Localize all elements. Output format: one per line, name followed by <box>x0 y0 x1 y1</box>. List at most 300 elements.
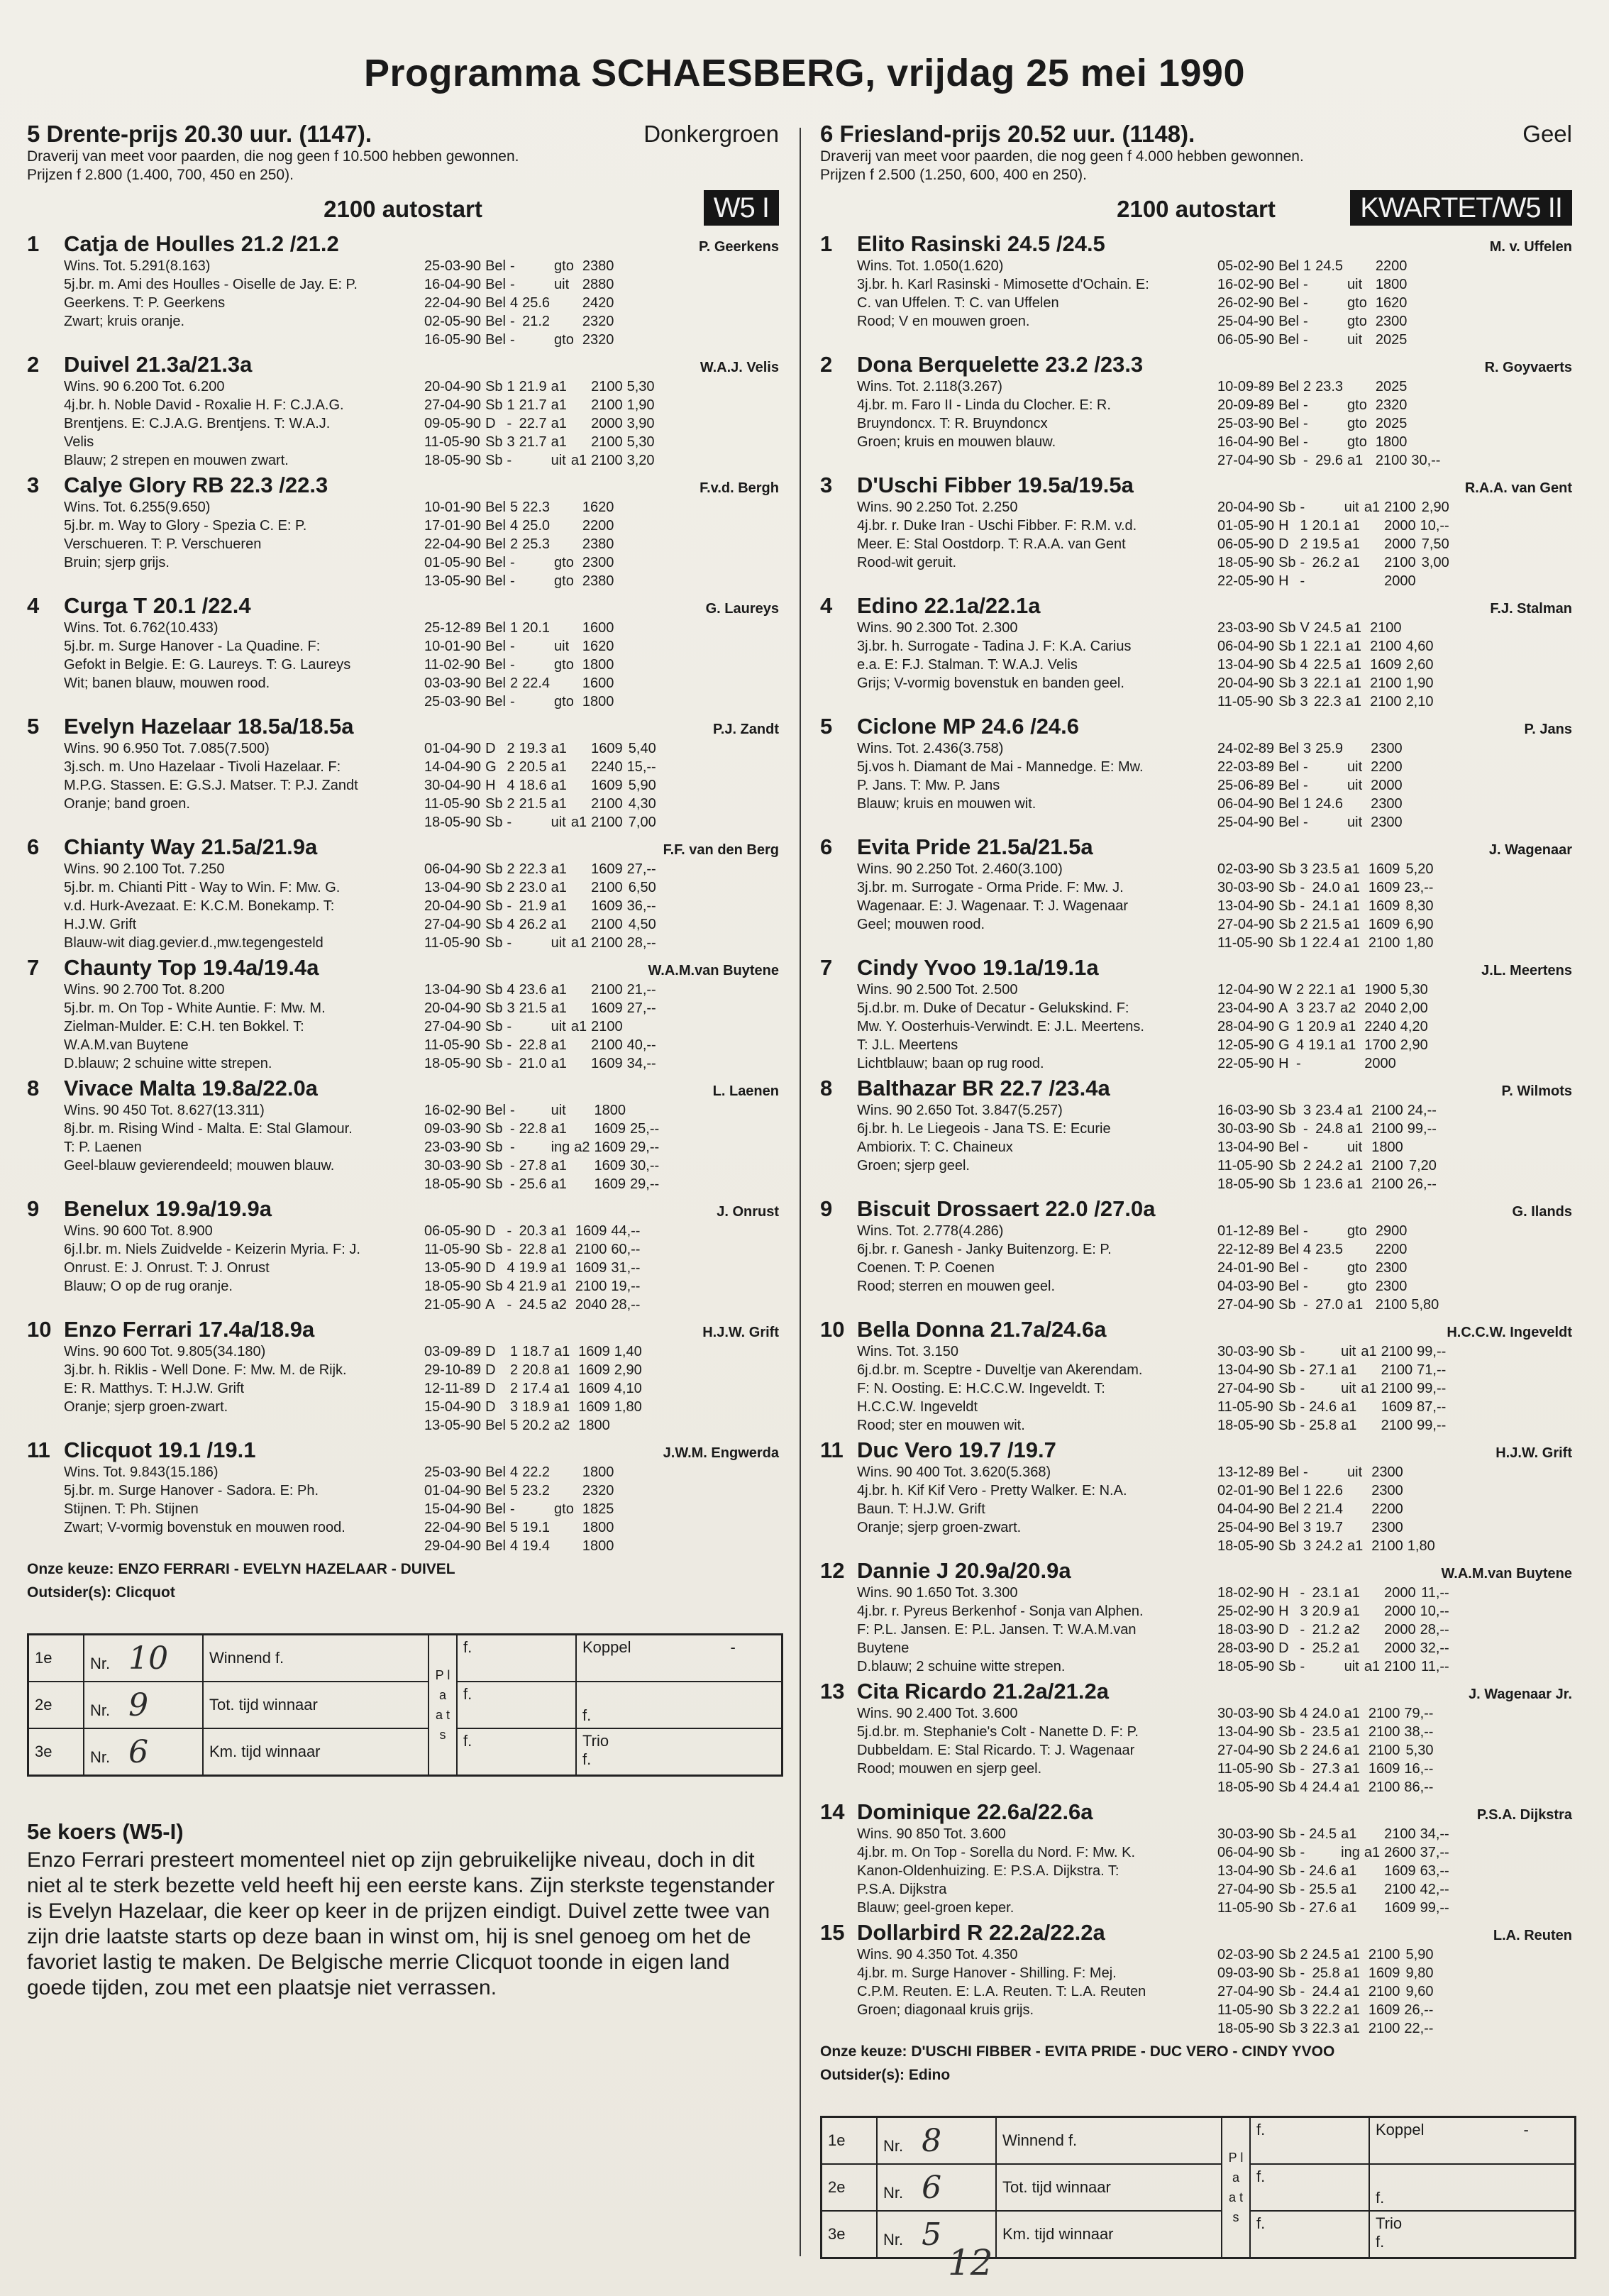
results-table <box>1217 739 1411 832</box>
result-cell: 13-05-90 <box>424 1418 482 1433</box>
horse-info-line: Wins. Tot. 2.436(3.758) <box>857 741 1004 756</box>
result-cell <box>618 498 622 517</box>
result-cell: 2900 <box>1375 1223 1408 1239</box>
results-table <box>424 377 659 470</box>
horse-header <box>27 593 779 619</box>
result-cell: - <box>1303 416 1308 431</box>
result-cell: 2100 <box>591 453 623 468</box>
result-cell: - <box>1300 1863 1305 1879</box>
result-cell: uit <box>1347 1464 1363 1480</box>
result-row <box>424 1537 622 1555</box>
result-row <box>424 1398 646 1416</box>
trio-label: Trio <box>1376 2214 1403 2232</box>
result-cell: 1900 <box>1364 982 1396 998</box>
result-cell: 3 <box>1303 1103 1312 1118</box>
result-cell <box>1347 739 1366 758</box>
horse-info <box>820 860 1217 952</box>
result-row <box>424 619 622 637</box>
result-row <box>424 535 622 553</box>
result-cell: - <box>507 1056 512 1071</box>
result-cell: G <box>1278 1037 1290 1053</box>
result-cell: Bel <box>1278 1242 1299 1257</box>
result-cell: 06-04-90 <box>1217 796 1275 812</box>
result-cell: Bel <box>485 675 506 691</box>
result-cell: 1,40 <box>614 1344 642 1359</box>
result-cell: - <box>507 898 512 914</box>
horse-info-line: F: N. Oosting. E: H.C.C.W. Ingeveldt. T: <box>857 1381 1105 1396</box>
result-cell: 2025 <box>1375 332 1408 348</box>
result-cell: A <box>485 1297 495 1313</box>
result-cell: D <box>1278 536 1289 552</box>
results-table <box>1217 1463 1439 1555</box>
horse-info-line: Blauw; 2 strepen en mouwen zwart. <box>64 453 289 468</box>
result-cell: 2300 <box>1375 1279 1408 1294</box>
result-cell: 13-04-90 <box>1217 1139 1275 1155</box>
horse-number: 11 <box>820 1437 844 1462</box>
results-table <box>1217 1222 1443 1314</box>
result-cell: 5,30 <box>626 434 655 450</box>
horse-name: Benelux 19.9a/19.9a <box>64 1196 272 1221</box>
result-cell: 1 <box>507 379 515 394</box>
result-cell <box>1411 1240 1443 1259</box>
result-cell: 18.6 <box>519 778 547 793</box>
result-row <box>1217 294 1415 312</box>
result-cell <box>554 1518 578 1537</box>
result-row <box>424 739 660 758</box>
result-cell: 22.3 <box>1312 2021 1340 2036</box>
horse-info <box>820 257 1217 349</box>
result-cell: 44,-- <box>611 1223 641 1239</box>
trio-cell <box>1369 2211 1576 2258</box>
horse-number: 4 <box>27 593 40 618</box>
result-cell <box>1315 1259 1347 1277</box>
horse-info-line: 4j.br. r. Pyreus Berkenhof - Sonja van Alphen. <box>857 1604 1144 1619</box>
result-cell: a1 <box>1344 2002 1360 2018</box>
result-cell: a1 <box>570 815 587 830</box>
result-cell: 17.4 <box>522 1381 551 1396</box>
result-row <box>424 1361 646 1379</box>
horse-entry <box>820 1920 1572 2038</box>
result-cell <box>554 535 578 553</box>
horse-info-line: Wins. Tot. 5.291(8.163) <box>64 258 211 274</box>
result-cell <box>574 1101 594 1120</box>
result-cell: 5,90 <box>1405 1947 1434 1963</box>
result-row <box>1217 656 1438 674</box>
result-cell: 5 <box>509 500 519 515</box>
horse-header <box>27 834 779 860</box>
result-row <box>424 897 660 915</box>
result-cell: 4 <box>509 1464 519 1480</box>
result-row <box>1217 1760 1437 1778</box>
result-cell <box>618 257 622 275</box>
result-cell: 2300 <box>1371 1520 1403 1535</box>
result-cell: 2000 <box>1384 1640 1416 1656</box>
horse-number: 2 <box>820 352 833 377</box>
result-cell: 4 <box>1303 1242 1312 1257</box>
result-cell: 01-05-90 <box>424 555 482 570</box>
result-cell: 13-04-90 <box>424 880 482 895</box>
result-cell: 2000 <box>1371 778 1403 793</box>
horse-body <box>27 1463 779 1555</box>
result-cell: - <box>1303 1223 1308 1239</box>
result-cell: a1 <box>551 397 567 413</box>
horse-entry <box>820 1437 1572 1555</box>
result-cell: - <box>509 573 515 589</box>
horse-info-line: Zielman-Mulder. E: C.H. ten Bokkel. T: <box>64 1019 304 1034</box>
result-cell: 01-12-89 <box>1217 1223 1275 1239</box>
result-cell: 1609 <box>1368 1761 1400 1777</box>
result-cell: a1 <box>570 453 587 468</box>
result-row <box>424 692 622 711</box>
horse-trainer: F.F. van den Berg <box>663 842 779 858</box>
horse-entry <box>820 1558 1572 1676</box>
result-row <box>424 1054 660 1073</box>
horse-info-line: Groen; sjerp geel. <box>857 1158 970 1174</box>
result-cell: Bel <box>485 639 506 654</box>
result-row <box>424 1138 663 1157</box>
result-cell <box>1364 1602 1384 1621</box>
result-cell: Bel <box>485 1520 506 1535</box>
result-cell: 1609 <box>575 1223 607 1239</box>
result-cell: Bel <box>1278 1501 1299 1517</box>
result-cell: 22.1 <box>1313 639 1342 654</box>
result-cell <box>571 377 591 396</box>
result-cell <box>1315 414 1347 433</box>
horse-name: Ciclone MP 24.6 /24.6 <box>857 714 1080 739</box>
result-cell: 24.2 <box>1315 1158 1344 1174</box>
result-cell: 2320 <box>582 1483 614 1499</box>
start-type: 2100 autostart <box>1117 196 1276 222</box>
result-cell <box>1407 813 1411 832</box>
result-cell: 26.2 <box>1312 555 1340 570</box>
horse-info-line: 5j.br. m. On Top - White Auntie. F: Mw. M. <box>64 1000 326 1016</box>
result-cell: - <box>1303 332 1308 348</box>
result-cell: Sb <box>1278 1176 1296 1192</box>
result-cell: gto <box>554 555 574 570</box>
result-row <box>424 1120 663 1138</box>
result-cell: Bel <box>1278 295 1299 311</box>
result-cell: 24.6 <box>1309 1399 1337 1415</box>
bet-badge: W5 I <box>704 190 779 226</box>
horse-info-line: C.P.M. Reuten. E: L.A. Reuten. T: L.A. Reuten <box>857 1984 1146 1999</box>
horse-name: Duc Vero 19.7 /19.7 <box>857 1437 1056 1462</box>
result-cell: a1 <box>1345 675 1362 691</box>
result-row <box>424 331 622 349</box>
horse-info-line: Groen; kruis en mouwen blauw. <box>857 434 1056 450</box>
result-entry-row <box>28 1635 783 1682</box>
horse-info-line: Blauw; O op de rug oranje. <box>64 1279 233 1294</box>
result-row <box>1217 1342 1450 1361</box>
result-cell: H <box>1278 1604 1289 1619</box>
result-cell: 2100 <box>1370 675 1402 691</box>
result-cell: 21.5 <box>519 796 547 812</box>
horse-results <box>1217 1584 1572 1676</box>
result-cell: a1 <box>554 1381 570 1396</box>
result-entry-row <box>822 2164 1576 2211</box>
horse-header <box>820 1920 1572 1945</box>
result-cell: 24,-- <box>1407 1103 1437 1118</box>
result-cell: 22.6 <box>1315 1483 1344 1499</box>
result-cell: Sb <box>1278 1900 1296 1916</box>
place-label: 3e <box>822 2211 878 2258</box>
horse-header <box>820 955 1572 981</box>
result-cell: Bel <box>1278 759 1299 775</box>
horse-entry <box>820 1076 1572 1193</box>
result-cell: a1 <box>1347 1158 1364 1174</box>
result-cell: 22.2 <box>522 1464 551 1480</box>
horse-name: Enzo Ferrari 17.4a/18.9a <box>64 1317 315 1342</box>
result-cell: a1 <box>570 1019 587 1034</box>
horse-info-line: Wins. 90 4.350 Tot. 4.350 <box>857 1947 1018 1963</box>
horse-name: Edino 22.1a/22.1a <box>857 593 1041 618</box>
result-cell: 1620 <box>582 639 614 654</box>
result-cell: 11,-- <box>1421 1585 1449 1601</box>
result-cell: Sb <box>1278 1965 1296 1981</box>
plaats-label: P l a a t s <box>428 1635 457 1776</box>
result-cell: 1609 <box>1370 657 1402 673</box>
nr-cell <box>84 1728 203 1776</box>
result-cell: Bel <box>485 620 506 636</box>
result-cell: 2 <box>509 1362 519 1378</box>
horse-info-line: Bruin; sjerp grijs. <box>64 555 170 570</box>
horse-info-line: D.blauw; 2 schuine witte strepen. <box>857 1659 1066 1674</box>
result-cell <box>571 414 591 433</box>
amount-cell: f. <box>1250 2117 1369 2165</box>
result-cell: 1609 <box>591 741 623 756</box>
result-cell <box>522 257 554 275</box>
result-row <box>424 1157 663 1175</box>
result-cell: 10-01-90 <box>424 500 482 515</box>
results-table <box>1217 498 1454 590</box>
horse-info-line: 3j.br. h. Riklis - Well Done. F: Mw. M. de Rijk. <box>64 1362 347 1378</box>
horse-info-line: E: R. Matthys. T: H.J.W. Grift <box>64 1381 245 1396</box>
result-row <box>424 878 660 897</box>
result-cell <box>1364 517 1384 535</box>
result-cell <box>1361 1416 1381 1435</box>
result-cell: Sb <box>1278 1863 1296 1879</box>
result-cell: 19,-- <box>611 1279 641 1294</box>
result-cell: 23-03-90 <box>424 1139 482 1155</box>
result-cell <box>554 619 578 637</box>
result-entry-row <box>822 2211 1576 2258</box>
horse-info-line: Zwart; kruis oranje. <box>64 314 185 329</box>
result-row <box>1217 1899 1454 1917</box>
horse-results <box>1217 1101 1572 1193</box>
result-cell: 2300 <box>1371 741 1403 756</box>
result-cell: 2100 <box>591 434 623 450</box>
result-cell <box>618 294 622 312</box>
result-cell: 01-04-90 <box>424 1483 482 1499</box>
result-row <box>1217 1825 1454 1843</box>
horse-info-line: 6j.br. h. Le Liegeois - Jana TS. E: Ecurie <box>857 1121 1111 1137</box>
result-row <box>424 1518 622 1537</box>
result-cell: - <box>509 1121 515 1137</box>
result-cell: a1 <box>551 1242 567 1257</box>
result-cell: uit <box>1347 277 1363 292</box>
result-cell <box>1364 1880 1384 1899</box>
result-cell: 26.2 <box>519 917 547 932</box>
nr-label: Nr. <box>90 1701 111 1719</box>
horse-number: 9 <box>820 1196 833 1221</box>
result-cell: a1 <box>1344 2021 1360 2036</box>
result-row <box>424 1017 660 1036</box>
horse-body <box>27 1342 779 1435</box>
result-cell: Bel <box>1278 1520 1299 1535</box>
horse-trainer: W.A.M.van Buytene <box>648 963 779 978</box>
horse-info-line: Oranje; sjerp groen-zwart. <box>64 1399 228 1415</box>
result-cell: 11-05-90 <box>1217 1399 1273 1415</box>
horse-info <box>27 1222 424 1314</box>
horse-name: Curga T 20.1 /22.4 <box>64 593 251 618</box>
result-row <box>424 257 622 275</box>
result-cell: Sb <box>1278 1297 1296 1313</box>
result-cell: 27-04-90 <box>1217 1381 1275 1396</box>
result-cell: 6,50 <box>628 880 656 895</box>
result-cell <box>1364 572 1384 590</box>
horse-number: 13 <box>820 1679 845 1704</box>
result-cell: 25-03-90 <box>424 1464 482 1480</box>
result-cell: 7,20 <box>1408 1158 1437 1174</box>
horse-name: Chianty Way 21.5a/21.9a <box>64 834 318 859</box>
result-cell <box>571 878 591 897</box>
result-cell: gto <box>554 258 574 274</box>
result-cell: Sb <box>1278 917 1296 932</box>
result-cell: - <box>1295 1056 1301 1071</box>
horse-trainer: P.J. Zandt <box>713 722 779 737</box>
horse-info-line: Rood-wit geruit. <box>857 555 957 570</box>
result-cell: 04-04-90 <box>1217 1501 1275 1517</box>
result-cell: 23,-- <box>1404 880 1434 895</box>
result-cell <box>1315 1277 1347 1296</box>
result-cell: 29,-- <box>630 1139 660 1155</box>
horse-entry <box>27 1196 779 1314</box>
result-cell: - <box>1300 1622 1305 1638</box>
result-cell: Sb <box>1278 1724 1296 1740</box>
result-row <box>1217 312 1415 331</box>
result-cell: 1 <box>1300 518 1308 534</box>
results-table <box>1217 1101 1441 1193</box>
horse-info-line: Meer. E: Stal Oostdorp. T: R.A.A. van Gent <box>857 536 1126 552</box>
horse-info-line: Wins. Tot. 3.150 <box>857 1344 959 1359</box>
result-cell: 19.1 <box>1308 1037 1337 1053</box>
result-cell: 1825 <box>582 1501 614 1517</box>
result-row <box>424 1259 644 1277</box>
result-cell: gto <box>1347 434 1367 450</box>
horse-info-line: 3j.sch. m. Uno Hazelaar - Tivoli Hazelaar. F: <box>64 759 341 775</box>
horse-entry <box>27 714 779 832</box>
our-choice: Onze keuze: ENZO FERRARI - EVELYN HAZELAAR - DUIVEL <box>27 1561 455 1577</box>
horse-info-line: 5j.vos h. Diamant de Mai - Mannedge. E: Mw. <box>857 759 1144 775</box>
result-cell: 2 <box>507 880 515 895</box>
result-cell: uit <box>1344 1659 1359 1674</box>
horse-body <box>27 860 779 952</box>
result-cell: 22.2 <box>1312 2002 1340 2018</box>
result-cell: - <box>1303 1279 1308 1294</box>
result-cell: a1 <box>1344 1779 1360 1795</box>
horse-info-line: e.a. E: F.J. Stalman. T: W.A.J. Velis <box>857 657 1078 673</box>
result-cell <box>571 758 591 776</box>
result-cell: a1 <box>551 861 567 877</box>
result-cell <box>1347 1481 1367 1500</box>
horse-info-line: Blauw; geel-groen keper. <box>857 1900 1014 1916</box>
result-cell: 22-05-90 <box>1217 573 1275 589</box>
analysis-text: Enzo Ferrari presteert momenteel niet op zijn gebruikelijke niveau, doch in dit niet al te sterk bezette veld heeft hij een eerste kans. Zijn sterkste tegenstander is Evelyn Hazelaar, die keer op keer in de prijzen eindigt. Duivel zette twee van zijn drie laatste starts op deze baan in winst om, hij is snel genoeg om het de favoriet lastig te maken. De Belgische merrie Clicquot toonde in eigen land goede tijden, zou met een plaatsje niet verrassen. <box>27 1848 775 1999</box>
result-cell: 20-04-90 <box>424 898 482 914</box>
result-cell: 21.7 <box>519 434 547 450</box>
result-cell: 18-05-90 <box>424 453 482 468</box>
result-cell <box>519 451 551 470</box>
page-mark: 12 <box>948 2242 993 2283</box>
horse-info-line: Geerkens. T: P. Geerkens <box>64 295 226 311</box>
result-cell: a1 <box>551 880 567 895</box>
result-cell: gto <box>1347 397 1367 413</box>
result-cell: Sb <box>1278 2002 1296 2018</box>
result-label: Winnend f. <box>203 1635 428 1682</box>
result-cell: 5,20 <box>1405 861 1434 877</box>
result-cell: 05-02-90 <box>1217 258 1275 274</box>
result-cell: 2100 <box>1371 1121 1403 1137</box>
horse-body <box>820 981 1572 1073</box>
outsiders: Outsider(s): Clicquot <box>27 1584 175 1601</box>
result-cell: Bel <box>1278 815 1299 830</box>
result-row <box>424 1500 622 1518</box>
result-cell: - <box>1303 1464 1308 1480</box>
result-cell: a1 <box>551 1000 567 1016</box>
result-cell: a1 <box>551 759 567 775</box>
result-entry-table <box>820 2116 1576 2259</box>
result-cell <box>618 312 622 331</box>
result-cell: 2100 <box>1384 500 1416 515</box>
result-cell: 30-03-90 <box>1217 1121 1275 1137</box>
result-cell: 01-04-90 <box>424 741 482 756</box>
handwritten-number: 6 <box>128 1733 149 1770</box>
result-cell: a1 <box>1344 1706 1360 1721</box>
result-cell: 18-05-90 <box>424 1056 482 1071</box>
result-entry-table <box>27 1633 783 1777</box>
result-row <box>1217 1639 1454 1657</box>
result-cell: 27.8 <box>519 1158 547 1174</box>
result-cell: 2100 <box>575 1279 607 1294</box>
horse-info-line: Wins. Tot. 1.050(1.620) <box>857 258 1004 274</box>
horse-info <box>27 257 424 349</box>
result-cell: Bel <box>1278 277 1299 292</box>
result-cell <box>522 275 554 294</box>
result-cell: Sb <box>485 917 503 932</box>
result-cell: 2 <box>1300 1947 1308 1963</box>
result-cell: 24.0 <box>1312 1706 1340 1721</box>
result-cell <box>618 1481 622 1500</box>
result-cell: a1 <box>1347 1297 1364 1313</box>
horse-results <box>1217 860 1572 952</box>
horse-info-line: Rood; mouwen en sjerp geel. <box>857 1761 1042 1777</box>
result-cell: Bel <box>485 295 506 311</box>
result-cell: - <box>507 416 512 431</box>
horse-header <box>820 1317 1572 1342</box>
results-table <box>424 1342 646 1435</box>
result-cell: - <box>1300 1418 1305 1433</box>
result-cell: Sb <box>485 1121 503 1137</box>
results-table <box>1217 377 1444 470</box>
result-cell <box>618 517 622 535</box>
result-row <box>1217 1017 1432 1036</box>
result-row <box>1217 813 1411 832</box>
result-cell: Bel <box>485 1464 506 1480</box>
result-cell: 7,00 <box>628 815 656 830</box>
result-cell <box>1312 498 1344 517</box>
horse-info <box>820 1704 1217 1796</box>
result-row <box>1217 674 1438 692</box>
result-cell <box>1364 1862 1384 1880</box>
